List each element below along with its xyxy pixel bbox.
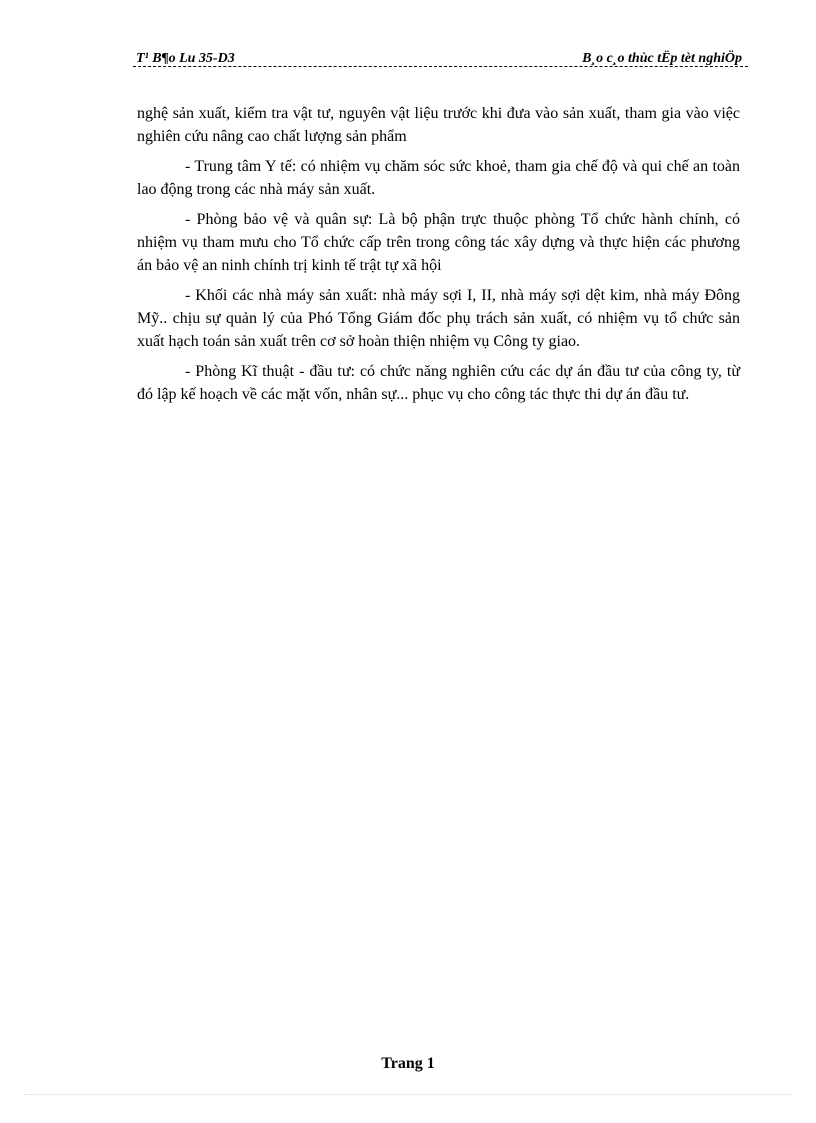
- paragraph-health-center: - Trung tâm Y tế: có nhiệm vụ chăm sóc sức khoẻ, tham gia chế độ và qui chế an toàn lao động trong các nhà máy sản xuất.: [137, 158, 740, 198]
- paragraph-security-department: - Phòng bảo vệ và quân sự: Là bộ phận trực thuộc phòng Tổ chức hành chính, có nhiệm vụ tham mưu cho Tổ chức cấp trên trong công tác xây dựng và thực hiện các phương án bảo vệ an ninh chính trị kinh tế trật tự xã hội: [137, 211, 740, 274]
- page-bottom-divider: [24, 1094, 792, 1095]
- page-number: Trang 1: [381, 1055, 435, 1072]
- page-header: [133, 50, 748, 68]
- header-report-title: B¸o c¸o thùc tËp tèt nghiÖp: [582, 51, 742, 66]
- header-author: T¹ B¶o Lu 35-D3: [136, 51, 235, 66]
- paragraph-investment-department: - Phòng Kĩ thuật - đầu tư: có chức năng nghiên cứu các dự án đầu tư của công ty, từ đó lập kế hoạch về các mặt vốn, nhân sự... phục vụ cho công tác thực thi dự án đầu tư.: [137, 363, 740, 403]
- document-body: [137, 102, 740, 413]
- paragraph-continuation: nghệ sản xuất, kiểm tra vật tư, nguyên vật liệu trước khi đưa vào sản xuất, tham gia vào việc nghiên cứu nâng cao chất lượng sản phẩm: [137, 105, 740, 145]
- header-dashed-rule: [133, 66, 748, 67]
- paragraph-production-factories: - Khối các nhà máy sản xuất: nhà máy sợi I, II, nhà máy sợi dệt kim, nhà máy Đông Mỹ.. chịu sự quản lý của Phó Tổng Giám đốc phụ trách sản xuất, có nhiệm vụ tổ chức sản xuất hạch toán sản xuất trên cơ sở hoàn thiện nhiệm vụ Công ty giao.: [137, 287, 740, 350]
